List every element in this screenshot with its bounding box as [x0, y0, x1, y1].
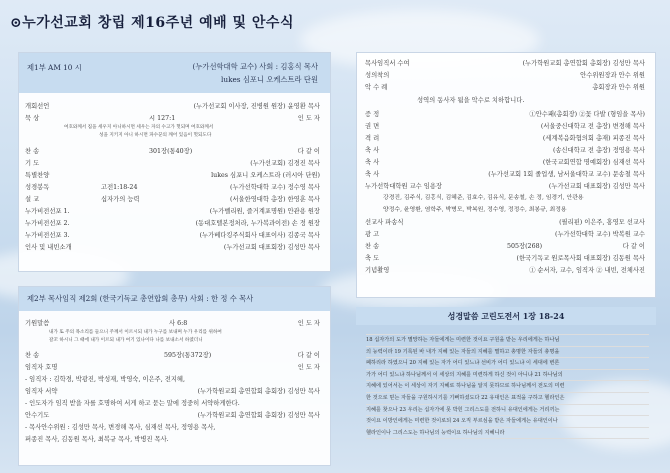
row-label: 기원말씀 — [25, 320, 50, 327]
page-title: ⊙누가선교회 창립 제16주년 예배 및 안수식 — [10, 15, 294, 31]
row-label: 찬 송 — [365, 243, 380, 250]
part2-header-text: 제2부 목사임직 제2회 (한국기독교 총연합회 총무) 사회 : 한 정 수 목사 — [27, 294, 254, 303]
scripture-line: 18 십자가의 도가 멸망하는 자들에게는 미련한 것이요 구원을 받는 우리에게는 하나님 — [366, 335, 649, 347]
row-value: 강경진, 김주식, 김홍식, 김혜준, 김효수, 김유식, 문송철, 손 정, 임경기, 안관용 — [383, 195, 584, 201]
row-value: (누가학원교회 총연합회 총회장) 김성만 목사 — [197, 388, 320, 395]
row-value: (누가선학대학 교수) 박복원 교수 — [555, 231, 645, 238]
part1-header-right2: lukes 심포니 오케스트라 단원 — [221, 75, 318, 84]
row-label: 설 교 — [25, 196, 40, 203]
part1-header-left: 제1부 AM 10 시 — [27, 63, 82, 72]
row-value: 시 127:1 — [149, 115, 176, 122]
row-label: 축 사 — [365, 147, 380, 154]
row-value: ① 순서자, 교수, 임직자 ② 내빈, 전체사진 — [529, 267, 645, 274]
scripture-line: 지혜에 있어서는 이 세상이 자기 지혜로 하나님을 알지 못하므로 하나님께서 전도의 미련 — [366, 381, 649, 393]
row-end: 다 같 이 — [622, 243, 645, 250]
row-label: 격 려 — [365, 135, 380, 142]
row-label: 성경봉독 — [25, 184, 50, 191]
row-value: lukes 심포니 오케스트라 (러시아 단원) — [211, 172, 320, 179]
row-value: (누가베다킹주식회사 대표이사) 김종국 목사 — [199, 232, 320, 239]
scripture-line: 가가 어디 있느냐 하나님께서 이 세상의 지혜를 미련하게 하신 것이 아니냐 21 하나님의 — [366, 370, 649, 382]
row-value: 사 6:8 — [169, 320, 188, 327]
row-value: ①안수패(총회장) ②꽃 다발 (형임을 목사) — [529, 111, 645, 118]
row-label: 축 사 — [365, 159, 380, 166]
part2-header — [19, 287, 330, 311]
row-label: 누가비전선포 2. — [25, 220, 70, 227]
scripture-line: 지혜를 찾으나 23 우리는 십자가에 못 박힌 그리스도를 전하니 유대인에게는 거리끼는 — [366, 405, 649, 417]
row-label: 목사임직서 수여 — [365, 60, 410, 67]
part3-panel — [356, 52, 656, 298]
row-label: 묵 상 — [25, 115, 40, 122]
row-label: 특별찬양 — [25, 172, 50, 179]
row-value: (누가선교회 대표회장) 김성만 목사 — [548, 183, 645, 190]
row-value: 595장(통372장) — [164, 352, 212, 359]
row-label: 증 정 — [365, 111, 380, 118]
row-end: (서울한영대학 총장) 한영훈 목사 — [230, 196, 320, 203]
row-end: 다 같 이 — [297, 352, 320, 359]
row-value: (누가선교회 이사장, 진병원 원장) 윤영환 목사 — [193, 103, 320, 110]
row-end: (누가선학대학 교수) 정수영 목사 — [230, 184, 320, 191]
row-label: 축 사 — [365, 171, 380, 178]
row-label: 축 도 — [365, 255, 380, 262]
verse-note: 여호와께서 집을 세우지 아니하시면 세우는 자의 수고가 헛되며 여호와께서 — [64, 125, 214, 130]
row-value: (누가벨리원, 즐거계포명원) 안관용 원장 — [209, 208, 320, 215]
row-label: 찬 송 — [25, 148, 40, 155]
row-label: 성의착의 — [365, 72, 390, 79]
row-value: (필리핀) 이은주, 홍영모 선교사 — [559, 219, 645, 226]
row-value: (누가학원교회 총연합회 총회장) 김성만 목사 — [197, 412, 320, 419]
verse-note: 내가 또 주의 목소리를 들으니 주께서 이르시되 내가 누구를 보내며 누가 우리를 위하여 — [49, 330, 222, 335]
row-value: 성역의 동사자 됨을 악수로 치하합니다. — [417, 97, 525, 104]
row-label: - 임직자 : 김학경, 박광진, 박성재, 박영숙, 이은주, 전지혜, — [25, 376, 186, 383]
row-end: 다 같 이 — [297, 148, 320, 155]
row-label: 개회선언 — [25, 103, 50, 110]
part2-panel — [18, 286, 331, 466]
row-end: 인 도 자 — [297, 320, 320, 327]
row-value: 301장(통40장) — [149, 148, 193, 155]
row-value: (누가선교회 대표회장) 김성만 목사 — [223, 244, 320, 251]
row-end: 인 도 자 — [297, 364, 320, 371]
row-label: 누가비전선포 3. — [25, 232, 70, 239]
row-label: 기념촬영 — [365, 267, 390, 274]
scripture-line: 것이요 이방인에게는 미련한 것이로되 24 오직 부르심을 받은 자들에게는 유대인이나 — [366, 416, 649, 428]
row-value: (서울중신대학교 전 총장) 변경해 목사 — [540, 123, 645, 130]
row-label: 누가선학대학원 교수 임용장 — [365, 183, 442, 190]
row-value: (누가학원교회 총연합회 총회장) 김성만 목사 — [522, 60, 645, 67]
row-label: 악 수 례 — [365, 84, 388, 91]
row-value: (동대호텔본정처라, 누가복과이전) 손 정 원장 — [195, 220, 320, 227]
row-value: 고전1:18-24 — [101, 184, 138, 191]
verse-note: 성을 지키지 아니 하시면 파수꾼의 깨어 있음이 헛되도다 — [99, 133, 212, 138]
row-label: 누가비전선포 1. — [25, 208, 70, 215]
row-value: 총회장과 안수 위원 — [592, 84, 645, 91]
row-label: 임직자 서약 — [25, 388, 58, 395]
scripture-title: 성경말씀 고린도전서 1장 18-24 — [356, 307, 656, 325]
verse-note: 갈꼬 하시니 그 때에 내가 이르되 내가 여기 있나이다 나를 보내소서 하였더니 — [49, 338, 203, 343]
row-label: 광 고 — [365, 231, 380, 238]
row-value: (누가선교회) 김경진 목사 — [250, 160, 320, 167]
row-value: 안수위원장과 안수 위원 — [580, 72, 645, 79]
scripture-text — [366, 334, 649, 439]
scripture-line: 헬라인이나 그리스도는 하나님의 능력이요 하나님의 지혜니라 — [366, 428, 649, 440]
part1-header-right: (누가선학대학 교수) 사회 : 김홍식 목사 — [192, 62, 318, 71]
row-label: - 목사안수위원 : 김성만 목사, 변경해 목사, 심재선 목사, 정영용 목사, — [25, 424, 216, 431]
row-value: 505장(268) — [507, 243, 543, 250]
row-label: 찬 송 — [25, 352, 40, 359]
row-value: (송신대학교 전 총장) 정영용 목사 — [553, 147, 645, 154]
row-value: 십자가의 능력 — [101, 196, 140, 203]
row-label: 인사 및 내빈소개 — [25, 244, 72, 251]
scripture-line: 폐하리라 하였으니 20 지혜 있는 자가 어디 있느냐 선비가 어디 있느냐 이 세대에 변론 — [366, 358, 649, 370]
row-label: 퍼종진 목사, 김동원 목사, 최복규 목사, 박병진 목사. — [25, 436, 169, 443]
row-value: (한국교회연합 명예회장) 심재선 목사 — [542, 159, 645, 166]
row-end: 인 도 자 — [297, 115, 320, 122]
row-label: 기 도 — [25, 160, 40, 167]
scripture-line: 의 능력이라 19 기록된 바 내가 지혜 있는 자들의 지혜를 멸하고 총명한 자들의 총명을 — [366, 347, 649, 359]
row-value: (세계복음화협의회 총재) 피종진 목사 — [542, 135, 645, 142]
row-value: (한국기독교 원로목사회 대표회장) 김동원 목사 — [516, 255, 645, 262]
row-label: 안수기도 — [25, 412, 50, 419]
row-label: 임직자 호명 — [25, 364, 58, 371]
part1-header — [19, 53, 330, 93]
row-value: 양정수, 윤영환, 염학주, 박병모, 박복원, 정수영, 정정수, 최봉규, 최정용 — [383, 207, 567, 213]
row-label: 권 면 — [365, 123, 380, 130]
part1-panel — [18, 52, 331, 272]
row-label: - 인도자가 임직 받을 자를 호명하여 서게 하고 묻는 말에 정중히 서약하게한다. — [25, 400, 240, 407]
row-value: (누가선교회 1회 졸업생, 남서울대학교 교수) 문송철 목사 — [488, 171, 645, 178]
row-label: 선교사 파송식 — [365, 219, 404, 226]
scripture-line: 한 것으로 믿는 자들을 구원하시기를 기뻐하셨도다 22 유대인은 표적을 구하고 헬라인은 — [366, 393, 649, 405]
